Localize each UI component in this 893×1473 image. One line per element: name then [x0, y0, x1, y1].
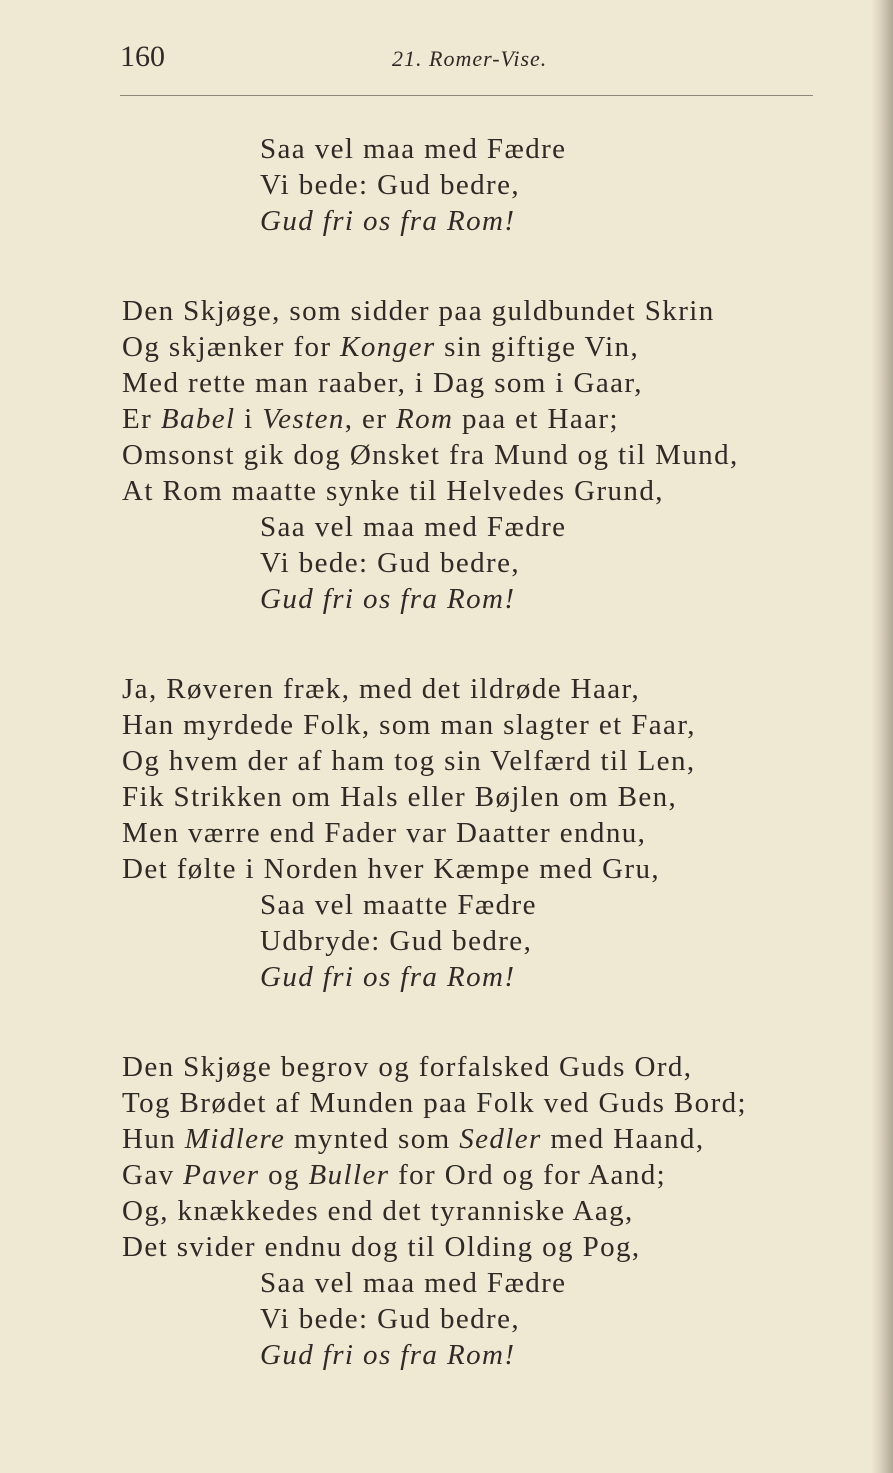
refrain-line: Saa vel maa med Fædre [260, 511, 567, 543]
page-header [120, 40, 820, 80]
verse-line: Og, knækkedes end det tyranniske Aag, [122, 1195, 634, 1227]
refrain-line: Vi bede: Gud bedre, [260, 1303, 521, 1335]
header-rule [120, 95, 813, 96]
verse-line: Han myrdede Folk, som man slagter et Faar, [122, 709, 696, 741]
verse-line: Den Skjøge, som sidder paa guldbundet Skrin [122, 295, 715, 327]
verse-line: Den Skjøge begrov og forfalsked Guds Ord, [122, 1051, 693, 1083]
verse-line: At Rom maatte synke til Helvedes Grund, [122, 475, 664, 507]
verse-line: Med rette man raaber, i Dag som i Gaar, [122, 367, 643, 399]
refrain-line: Gud fri os fra Rom! [260, 1339, 516, 1371]
page-number: 160 [120, 40, 165, 73]
refrain-line: Gud fri os fra Rom! [260, 205, 516, 237]
refrain-line: Udbryde: Gud bedre, [260, 925, 533, 957]
running-title: 21. Romer-Vise. [392, 46, 548, 71]
verse-line: Men værre end Fader var Daatter endnu, [122, 817, 647, 849]
refrain-line: Saa vel maatte Fædre [260, 889, 537, 921]
verse-line: Det følte i Norden hver Kæmpe med Gru, [122, 853, 661, 885]
verse-line: Hun Midlere mynted som Sedler med Haand, [122, 1123, 705, 1155]
verse-line: Fik Strikken om Hals eller Bøjlen om Ben, [122, 781, 678, 813]
refrain-line: Gud fri os fra Rom! [260, 961, 516, 993]
page-edge-shadow [871, 0, 893, 1473]
refrain-line: Gud fri os fra Rom! [260, 583, 516, 615]
verse-line: Tog Brødet af Munden paa Folk ved Guds Bord; [122, 1087, 747, 1119]
verse-line: Er Babel i Vesten, er Rom paa et Haar; [122, 403, 619, 435]
refrain-line: Vi bede: Gud bedre, [260, 169, 521, 201]
verse-line: Ja, Røveren fræk, med det ildrøde Haar, [122, 673, 641, 705]
refrain-line: Saa vel maa med Fædre [260, 1267, 567, 1299]
verse-line: Det svider endnu dog til Olding og Pog, [122, 1231, 641, 1263]
refrain-line: Saa vel maa med Fædre [260, 133, 567, 165]
refrain-line: Vi bede: Gud bedre, [260, 547, 521, 579]
verse-line: Gav Paver og Buller for Ord og for Aand; [122, 1159, 667, 1191]
verse-line: Og hvem der af ham tog sin Velfærd til Len, [122, 745, 696, 777]
verse-line: Omsonst gik dog Ønsket fra Mund og til Mund, [122, 439, 739, 471]
verse-line: Og skjænker for Konger sin giftige Vin, [122, 331, 640, 363]
